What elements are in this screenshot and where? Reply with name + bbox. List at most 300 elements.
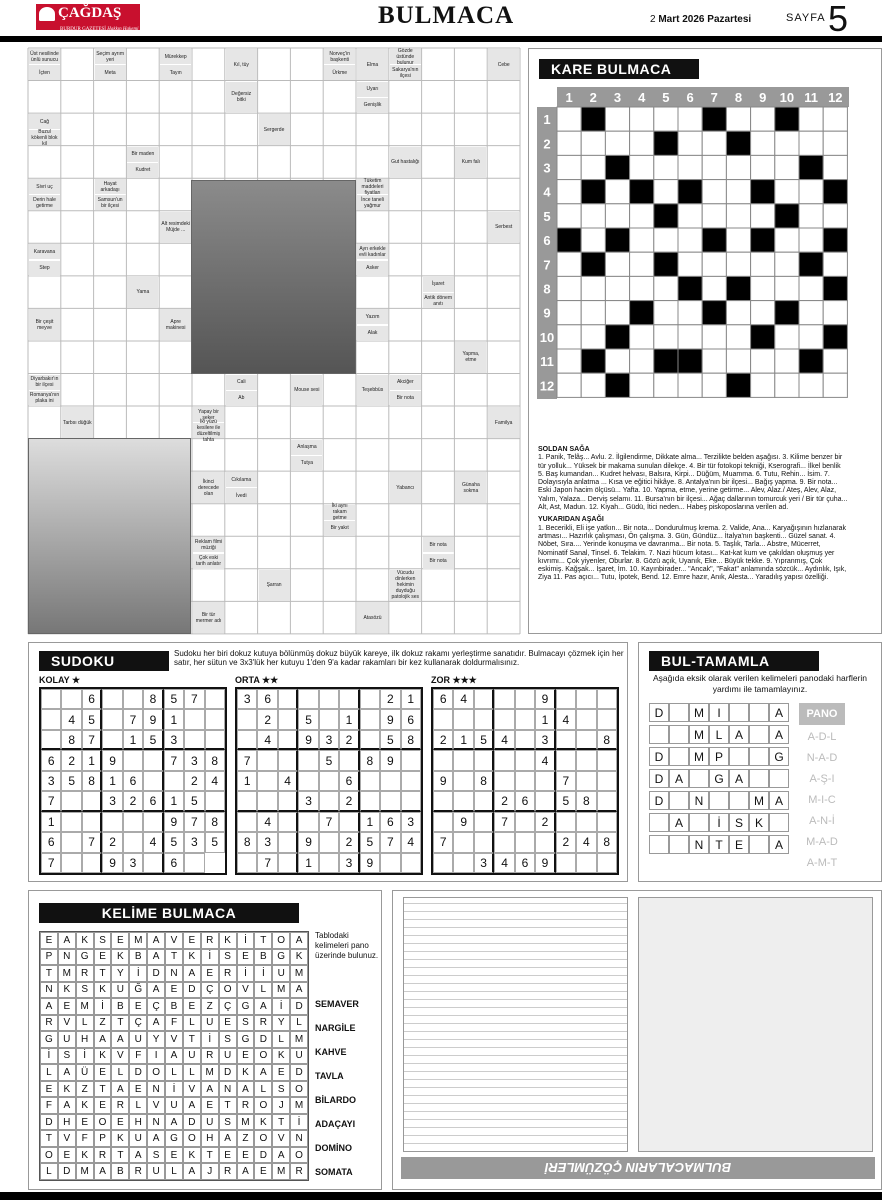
kelime-letter[interactable]: D [58,1163,76,1180]
kelime-letter[interactable]: A [237,1081,255,1098]
sudoku-cell[interactable]: 9 [380,750,400,770]
sudoku-cell[interactable] [556,853,576,873]
kelime-letter[interactable]: T [40,965,58,982]
kelime-letter[interactable]: A [147,982,165,999]
sudoku-cell[interactable]: 3 [102,791,122,811]
sudoku-cell[interactable] [360,689,380,709]
sudoku-cell[interactable] [319,771,339,791]
sudoku-cell[interactable]: 1 [453,730,473,750]
sudoku-cell[interactable]: 3 [339,853,359,873]
sudoku-cell[interactable]: 6 [380,812,400,832]
sudoku-cell[interactable]: 5 [556,791,576,811]
sudoku-cell[interactable]: 8 [82,771,102,791]
sudoku-cell[interactable] [184,853,204,873]
bul-cell[interactable] [649,725,669,744]
sudoku-cell[interactable]: 9 [102,750,122,770]
sudoku-cell[interactable]: 3 [401,812,421,832]
sudoku-grid-medium[interactable] [235,687,423,875]
sudoku-cell[interactable] [61,791,81,811]
sudoku-cell[interactable] [576,730,596,750]
kelime-letter[interactable]: E [165,1147,183,1164]
sudoku-cell[interactable]: 4 [205,771,225,791]
sudoku-cell[interactable] [515,689,535,709]
sudoku-cell[interactable] [360,771,380,791]
sudoku-cell[interactable]: 1 [82,750,102,770]
sudoku-cell[interactable] [102,730,122,750]
sudoku-cell[interactable] [576,771,596,791]
kelime-letter[interactable]: K [76,932,94,949]
bul-cell[interactable]: A [669,813,689,832]
kelime-letter[interactable]: F [76,1130,94,1147]
sudoku-cell[interactable] [237,812,257,832]
sudoku-cell[interactable] [278,709,298,729]
sudoku-cell[interactable] [453,750,473,770]
sudoku-cell[interactable]: 7 [319,812,339,832]
kelime-letter[interactable]: D [183,982,201,999]
sudoku-cell[interactable] [205,709,225,729]
sudoku-cell[interactable] [453,709,473,729]
sudoku-cell[interactable] [597,771,617,791]
kelime-letter[interactable]: O [290,1147,308,1164]
kelime-letter[interactable]: Ç [129,1015,147,1032]
kelime-letter[interactable]: H [76,1031,94,1048]
sudoku-cell[interactable]: 7 [164,750,184,770]
sudoku-cell[interactable] [494,750,514,770]
kelime-letter[interactable]: V [237,982,255,999]
kelime-letter[interactable]: R [290,1163,308,1180]
sudoku-cell[interactable]: 2 [123,791,143,811]
kelime-letter[interactable]: M [237,1114,255,1131]
kelime-letter[interactable]: E [111,1114,129,1131]
sudoku-cell[interactable] [123,832,143,852]
sudoku-cell[interactable]: 9 [433,771,453,791]
sudoku-cell[interactable] [515,750,535,770]
kelime-letter[interactable]: O [254,1130,272,1147]
sudoku-cell[interactable]: 3 [184,750,204,770]
kelime-letter[interactable]: M [76,1163,94,1180]
sudoku-cell[interactable] [453,791,473,811]
sudoku-cell[interactable] [535,771,555,791]
kelime-letter[interactable]: Z [76,1081,94,1098]
kelime-letter[interactable]: R [111,1097,129,1114]
sudoku-cell[interactable] [597,791,617,811]
newspaper-logo[interactable] [36,4,169,32]
kelime-letter[interactable]: A [201,1081,219,1098]
kelime-letter[interactable]: G [40,1031,58,1048]
kelime-letter[interactable]: A [129,1147,147,1164]
kelime-letter[interactable]: A [147,932,165,949]
sudoku-cell[interactable] [515,730,535,750]
bul-cell[interactable]: D [649,791,669,810]
sudoku-cell[interactable] [474,709,494,729]
sudoku-cell[interactable] [494,771,514,791]
sudoku-cell[interactable] [339,750,359,770]
kelime-letter[interactable]: E [183,932,201,949]
bul-cell[interactable]: İ [709,813,729,832]
kelime-letter[interactable]: U [272,965,290,982]
sudoku-cell[interactable] [433,791,453,811]
sudoku-cell[interactable] [515,709,535,729]
sudoku-cell[interactable] [41,730,61,750]
sudoku-cell[interactable]: 2 [339,791,359,811]
sudoku-cell[interactable] [102,709,122,729]
sudoku-cell[interactable] [143,853,163,873]
sudoku-cell[interactable]: 6 [164,853,184,873]
kelime-letter[interactable]: E [94,1064,112,1081]
sudoku-cell[interactable]: 4 [257,812,277,832]
sudoku-cell[interactable]: 2 [535,812,555,832]
sudoku-cell[interactable] [298,812,318,832]
kelime-letter[interactable]: M [290,965,308,982]
kelime-letter[interactable]: S [219,1114,237,1131]
bul-cell[interactable]: A [669,769,689,788]
kelime-letter[interactable]: G [76,949,94,966]
sudoku-cell[interactable]: 7 [237,750,257,770]
sudoku-cell[interactable]: 7 [41,791,61,811]
kelime-letter[interactable]: E [94,1097,112,1114]
sudoku-cell[interactable]: 4 [453,689,473,709]
kelime-letter[interactable]: A [254,998,272,1015]
sudoku-cell[interactable] [535,791,555,811]
sudoku-cell[interactable]: 2 [380,689,400,709]
sudoku-cell[interactable] [278,750,298,770]
sudoku-cell[interactable] [41,709,61,729]
sudoku-cell[interactable]: 2 [102,832,122,852]
sudoku-cell[interactable] [474,689,494,709]
bul-cell[interactable]: A [769,703,789,722]
kelime-letter[interactable]: T [272,1114,290,1131]
sudoku-cell[interactable]: 5 [205,832,225,852]
kelime-letter[interactable]: T [111,1015,129,1032]
kelime-letter[interactable]: A [94,1031,112,1048]
kelime-letter[interactable]: Ğ [129,982,147,999]
sudoku-cell[interactable]: 8 [576,791,596,811]
kelime-letter[interactable]: E [201,965,219,982]
kelime-letter[interactable]: E [129,998,147,1015]
kelime-letter[interactable]: A [94,1163,112,1180]
sudoku-cell[interactable]: 4 [401,832,421,852]
bul-cell[interactable]: N [689,835,709,854]
kelime-letter[interactable]: L [40,1064,58,1081]
sudoku-cell[interactable]: 7 [82,730,102,750]
sudoku-cell[interactable] [433,853,453,873]
sudoku-cell[interactable] [319,791,339,811]
kelime-letter[interactable]: İ [94,998,112,1015]
sudoku-cell[interactable] [494,689,514,709]
sudoku-cell[interactable] [597,812,617,832]
kelime-letter[interactable]: D [183,1114,201,1131]
sudoku-cell[interactable] [41,689,61,709]
kelime-letter[interactable]: T [201,1147,219,1164]
kelime-letter[interactable]: F [165,1015,183,1032]
kelime-letter[interactable]: G [165,1130,183,1147]
kelime-letter[interactable]: A [165,1114,183,1131]
kelime-letter[interactable]: V [111,1048,129,1065]
sudoku-cell[interactable] [257,750,277,770]
sudoku-cell[interactable]: 7 [494,812,514,832]
sudoku-cell[interactable]: 4 [278,771,298,791]
sudoku-cell[interactable] [494,709,514,729]
sudoku-cell[interactable]: 7 [556,771,576,791]
sudoku-cell[interactable]: 7 [257,853,277,873]
kelime-letter[interactable]: A [147,1130,165,1147]
bul-cell[interactable]: E [729,835,749,854]
sudoku-grid-easy[interactable] [39,687,227,875]
bul-cell[interactable]: G [709,769,729,788]
sudoku-cell[interactable]: 5 [164,689,184,709]
sudoku-cell[interactable] [61,812,81,832]
sudoku-cell[interactable] [515,812,535,832]
sudoku-cell[interactable] [576,853,596,873]
bul-cell[interactable]: T [709,835,729,854]
kelime-letter[interactable]: A [165,1048,183,1065]
kelime-letter[interactable]: D [254,1147,272,1164]
kelime-letter[interactable]: S [237,1015,255,1032]
kelime-letter[interactable]: R [201,932,219,949]
sudoku-cell[interactable] [380,853,400,873]
kelime-letter[interactable]: K [58,982,76,999]
bul-cell[interactable]: L [709,725,729,744]
kelime-letter[interactable]: L [40,1163,58,1180]
sudoku-cell[interactable]: 3 [41,771,61,791]
sudoku-cell[interactable] [143,750,163,770]
kelime-letter[interactable]: K [76,1147,94,1164]
sudoku-cell[interactable] [474,750,494,770]
kelime-letter[interactable]: V [58,1130,76,1147]
kelime-letter[interactable]: N [165,965,183,982]
sudoku-cell[interactable] [278,730,298,750]
sudoku-cell[interactable]: 7 [184,812,204,832]
sudoku-cell[interactable]: 1 [535,709,555,729]
sudoku-cell[interactable]: 2 [433,730,453,750]
kelime-letter[interactable]: R [237,1097,255,1114]
kelime-letter[interactable]: İ [165,1081,183,1098]
sudoku-cell[interactable]: 6 [433,689,453,709]
kelime-letter[interactable]: M [201,1064,219,1081]
sudoku-cell[interactable]: 1 [339,709,359,729]
sudoku-cell[interactable] [494,832,514,852]
sudoku-cell[interactable] [474,832,494,852]
sudoku-cell[interactable] [123,812,143,832]
bul-cell[interactable] [689,769,709,788]
kelime-letter[interactable]: Y [147,1031,165,1048]
kelime-letter[interactable]: Ç [219,998,237,1015]
sudoku-cell[interactable]: 4 [143,832,163,852]
sudoku-cell[interactable]: 8 [474,771,494,791]
sudoku-cell[interactable]: 1 [237,771,257,791]
kelime-letter[interactable]: V [147,1097,165,1114]
sudoku-cell[interactable]: 6 [257,689,277,709]
kelime-letter[interactable]: Z [237,1130,255,1147]
sudoku-cell[interactable]: 6 [143,791,163,811]
kelime-letter[interactable]: R [94,1147,112,1164]
sudoku-cell[interactable] [123,750,143,770]
kelime-letter[interactable]: L [165,1064,183,1081]
kelime-letter[interactable]: V [58,1015,76,1032]
sudoku-cell[interactable] [515,771,535,791]
kelime-letter[interactable]: K [290,949,308,966]
sudoku-cell[interactable] [360,709,380,729]
sudoku-cell[interactable]: 4 [61,709,81,729]
sudoku-cell[interactable] [433,709,453,729]
kelime-letter[interactable]: O [290,1081,308,1098]
kelime-letter[interactable]: U [201,1015,219,1032]
sudoku-cell[interactable] [184,730,204,750]
bul-cell[interactable]: A [729,769,749,788]
sudoku-cell[interactable] [278,832,298,852]
bul-cell[interactable] [669,725,689,744]
sudoku-cell[interactable]: 6 [123,771,143,791]
kelime-letter[interactable]: H [129,1114,147,1131]
kelime-letter[interactable]: A [111,1081,129,1098]
bul-cell[interactable] [749,769,769,788]
sudoku-cell[interactable] [597,689,617,709]
kelime-letter[interactable]: K [111,1130,129,1147]
kelime-letter[interactable]: A [40,998,58,1015]
sudoku-cell[interactable] [237,853,257,873]
sudoku-cell[interactable]: 2 [494,791,514,811]
bul-cell[interactable]: A [729,725,749,744]
sudoku-cell[interactable] [205,689,225,709]
sudoku-cell[interactable]: 8 [143,689,163,709]
kelime-letter[interactable]: A [237,1163,255,1180]
bul-cell[interactable] [769,769,789,788]
kelime-letter[interactable]: E [183,998,201,1015]
kelime-letter[interactable]: B [111,998,129,1015]
sudoku-cell[interactable]: 6 [515,853,535,873]
sudoku-cell[interactable]: 3 [257,832,277,852]
kelime-letter[interactable]: O [183,1130,201,1147]
kelime-letter[interactable]: E [111,932,129,949]
sudoku-cell[interactable]: 8 [360,750,380,770]
bul-cell[interactable] [749,835,769,854]
kelime-letter[interactable]: O [40,1147,58,1164]
kelime-letter[interactable]: K [111,949,129,966]
sudoku-cell[interactable] [576,750,596,770]
bul-cell[interactable] [729,791,749,810]
kelime-letter[interactable]: E [94,949,112,966]
kelime-letter[interactable]: T [40,1130,58,1147]
kelime-letter[interactable]: S [219,949,237,966]
kelime-letter[interactable]: L [254,1081,272,1098]
kelime-letter[interactable]: N [40,982,58,999]
sudoku-cell[interactable]: 4 [535,750,555,770]
kelime-letter[interactable]: K [94,1048,112,1065]
kelime-letter[interactable]: İ [290,1114,308,1131]
sudoku-cell[interactable]: 6 [82,689,102,709]
sudoku-cell[interactable] [556,689,576,709]
bul-cell[interactable]: A [769,791,789,810]
kelime-letter[interactable]: İ [237,932,255,949]
bul-cell[interactable] [749,725,769,744]
kelime-letter[interactable]: E [165,982,183,999]
kelime-letter[interactable]: V [165,1031,183,1048]
sudoku-cell[interactable] [82,853,102,873]
kelime-letter-grid[interactable] [39,931,309,1181]
bul-cell[interactable] [669,791,689,810]
sudoku-cell[interactable] [319,853,339,873]
sudoku-cell[interactable]: 8 [237,832,257,852]
kelime-letter[interactable]: A [58,1064,76,1081]
kelime-letter[interactable]: R [254,1015,272,1032]
kelime-letter[interactable]: B [254,949,272,966]
sudoku-cell[interactable] [576,812,596,832]
kelime-letter[interactable]: İ [201,1031,219,1048]
sudoku-cell[interactable]: 3 [184,832,204,852]
bul-cell[interactable]: M [689,703,709,722]
sudoku-cell[interactable] [556,812,576,832]
sudoku-cell[interactable] [319,689,339,709]
sudoku-cell[interactable] [453,832,473,852]
sudoku-cell[interactable]: 3 [319,730,339,750]
sudoku-cell[interactable]: 6 [41,832,61,852]
bul-cell[interactable] [669,835,689,854]
sudoku-cell[interactable]: 8 [401,730,421,750]
kelime-letter[interactable]: D [129,1064,147,1081]
kelime-letter[interactable]: U [129,1130,147,1147]
kelime-letter[interactable]: D [40,1114,58,1131]
kelime-letter[interactable]: R [201,1048,219,1065]
kelime-letter[interactable]: A [111,1031,129,1048]
kelime-letter[interactable]: S [147,1147,165,1164]
kelime-letter[interactable]: D [290,998,308,1015]
kelime-letter[interactable]: U [219,1048,237,1065]
kelime-letter[interactable]: U [111,982,129,999]
kelime-letter[interactable]: A [254,1064,272,1081]
kelime-letter[interactable]: O [254,1048,272,1065]
kelime-letter[interactable]: E [40,1081,58,1098]
kelime-letter[interactable]: N [290,1130,308,1147]
sudoku-cell[interactable] [278,853,298,873]
kelime-letter[interactable]: B [129,949,147,966]
sudoku-cell[interactable] [61,689,81,709]
kelime-letter[interactable]: D [147,965,165,982]
kelime-letter[interactable]: U [183,1048,201,1065]
kelime-letter[interactable]: L [165,1163,183,1180]
kelime-letter[interactable]: R [76,965,94,982]
kelime-letter[interactable]: S [272,1081,290,1098]
kelime-letter[interactable]: A [272,1147,290,1164]
kelime-letter[interactable]: Ç [147,998,165,1015]
kelime-letter[interactable]: L [129,1097,147,1114]
kelime-letter[interactable]: A [147,1015,165,1032]
sudoku-cell[interactable] [82,791,102,811]
sudoku-cell[interactable]: 8 [205,812,225,832]
kelime-letter[interactable]: N [58,949,76,966]
sudoku-cell[interactable] [102,689,122,709]
kelime-letter[interactable]: O [147,1064,165,1081]
kelime-letter[interactable]: E [237,949,255,966]
kelime-letter[interactable]: E [272,1064,290,1081]
bul-cell[interactable]: N [689,791,709,810]
kelime-letter[interactable]: L [272,1031,290,1048]
kelime-letter[interactable]: M [76,998,94,1015]
kelime-letter[interactable]: K [272,1048,290,1065]
kelime-letter[interactable]: Z [201,998,219,1015]
kelime-letter[interactable]: S [94,932,112,949]
sudoku-cell[interactable] [401,791,421,811]
sudoku-cell[interactable]: 5 [319,750,339,770]
kelime-letter[interactable]: T [219,1097,237,1114]
sudoku-cell[interactable] [556,730,576,750]
bul-cell[interactable]: K [749,813,769,832]
sudoku-cell[interactable] [257,791,277,811]
sudoku-cell[interactable]: 3 [164,730,184,750]
kelime-letter[interactable]: P [94,1130,112,1147]
sudoku-cell[interactable] [205,730,225,750]
kelime-letter[interactable]: U [290,1048,308,1065]
bul-cell[interactable] [669,703,689,722]
